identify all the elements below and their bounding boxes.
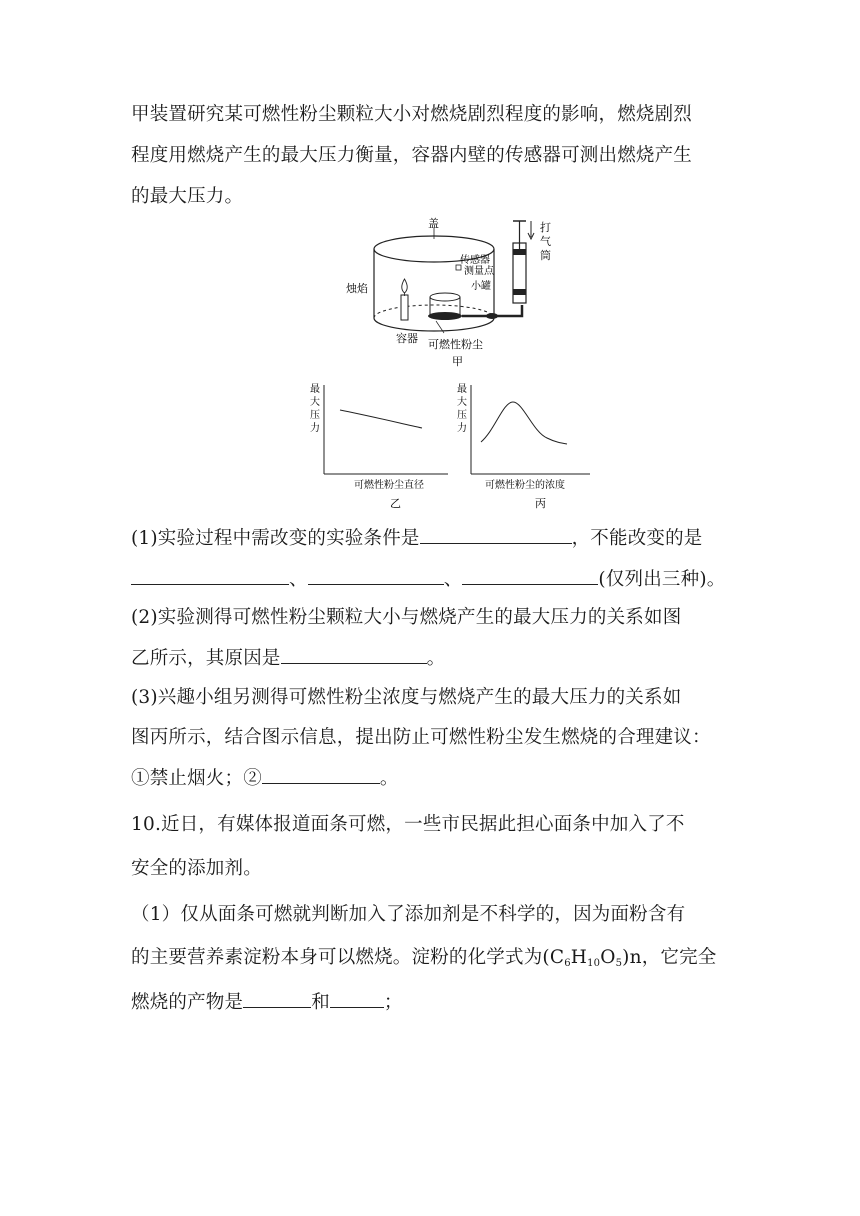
chart-yi	[310, 380, 450, 515]
label-pump-1: 打	[540, 221, 551, 234]
label-measure-point: 测量点	[464, 266, 494, 277]
svg-text:力: 力	[310, 423, 320, 434]
figure-apparatus	[340, 215, 590, 375]
label-sensor: 传感器	[460, 255, 490, 266]
chart-bing	[455, 380, 595, 515]
label-pump-3: 筒	[540, 249, 551, 262]
intro-line-2: 程度用燃烧产生的最大压力衡量，容器内壁的传感器可测出燃烧产生	[131, 145, 693, 166]
q3-line-2: 图丙所示，结合图示信息，提出防止可燃性粉尘发生燃烧的合理建议：	[131, 727, 711, 748]
svg-text:大: 大	[310, 397, 320, 408]
q10-sub1-line-2: 的主要营养素淀粉本身可以燃烧。淀粉的化学式为$(C_6H_{10}O_5)n$，它完全	[131, 947, 717, 969]
label-lid: 盖	[428, 217, 439, 230]
label-container: 容器	[396, 332, 418, 345]
q1-line-1: (1)实验过程中需改变的实验条件是 ，不能改变的是	[131, 525, 703, 552]
q10-line-2: 安全的添加剂。	[131, 858, 262, 879]
q10-sub1-line-3: 燃烧的产物是 和 ；	[131, 989, 403, 1016]
q1-blank-fixed-3[interactable]	[462, 566, 598, 585]
bing-ylabel	[457, 383, 467, 434]
label-pump-2: 气	[540, 235, 551, 248]
label-dust: 可燃性粉尘	[428, 338, 483, 351]
q2-blank-reason[interactable]	[281, 645, 427, 664]
q2-line-1: (2)实验测得可燃性粉尘颗粒大小与燃烧产生的最大压力的关系如图	[131, 607, 682, 628]
yi-xlabel: 可燃性粉尘直径	[354, 480, 424, 491]
svg-text:最: 最	[310, 384, 320, 395]
yi-ylabel	[310, 383, 320, 434]
q10-blank-product-1[interactable]	[243, 989, 311, 1008]
q1-blank-changed[interactable]	[420, 525, 572, 544]
svg-text:最: 最	[457, 384, 467, 395]
q2-line-2: 乙所示，其原因是 。	[131, 645, 445, 672]
caption-jia: 甲	[452, 355, 463, 368]
label-candle: 烛焰	[346, 282, 368, 295]
intro-line-1: 甲装置研究某可燃性粉尘颗粒大小对燃烧剧烈程度的影响，燃烧剧烈	[131, 104, 693, 125]
intro-line-3: 的最大压力。	[131, 186, 244, 207]
svg-text:压: 压	[457, 410, 467, 421]
q1-line-2: 、 、 (仅列出三种)。	[131, 566, 725, 593]
q10-blank-product-2[interactable]	[330, 989, 384, 1008]
q1-blank-fixed-1[interactable]	[131, 566, 289, 585]
caption-bing: 丙	[535, 497, 546, 510]
q3-line-1: (3)兴趣小组另测得可燃性粉尘浓度与燃烧产生的最大压力的关系如	[131, 687, 682, 708]
q3-blank-suggestion[interactable]	[262, 765, 380, 784]
q10-line-1: 10.近日，有媒体报道面条可燃，一些市民据此担心面条中加入了不	[131, 814, 685, 835]
svg-text:大: 大	[457, 397, 467, 408]
q1-blank-fixed-2[interactable]	[308, 566, 444, 585]
svg-text:力: 力	[457, 423, 467, 434]
q10-sub1-line-1: （1）仅从面条可燃就判断加入了添加剂是不科学的，因为面粉含有	[131, 904, 686, 925]
svg-text:压: 压	[310, 410, 320, 421]
q3-line-3: ①禁止烟火；② 。	[131, 765, 399, 792]
caption-yi: 乙	[390, 497, 401, 510]
bing-xlabel: 可燃性粉尘的浓度	[485, 480, 565, 491]
label-small-jar: 小罐	[471, 281, 491, 292]
